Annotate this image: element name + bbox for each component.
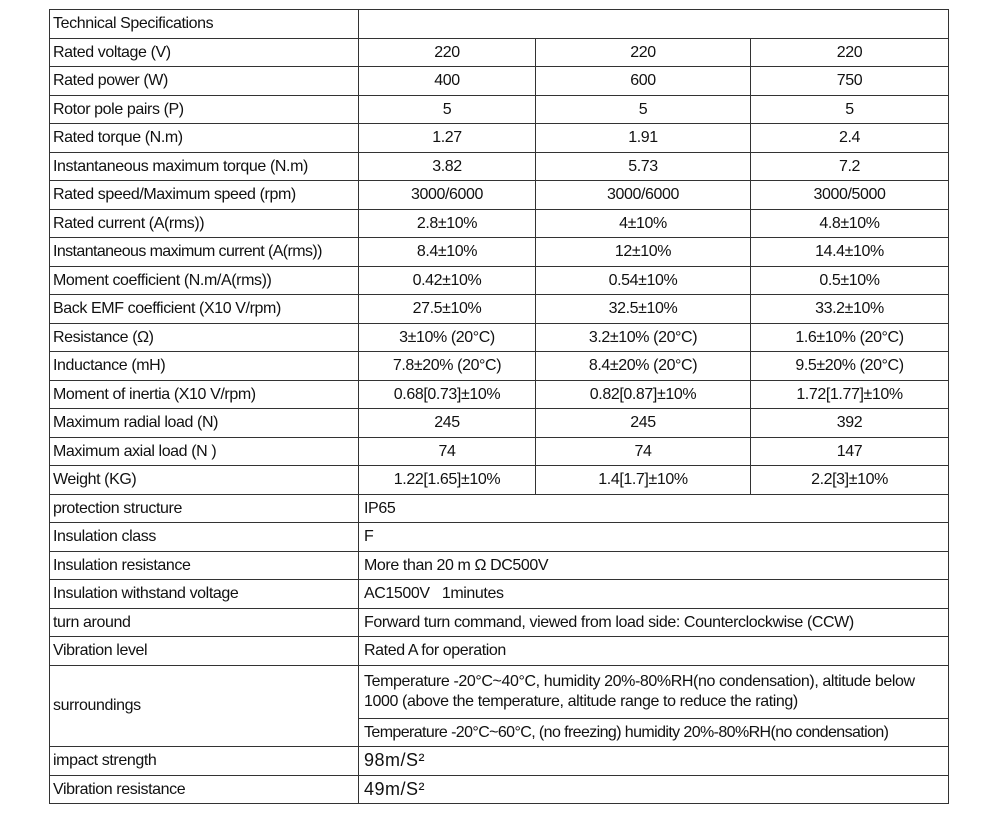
value-750w: 14.4±10% (751, 238, 949, 267)
value-600w: 1.91 (536, 124, 751, 153)
value-600w: 74 (536, 437, 751, 466)
table-row (50, 747, 949, 776)
value-400w: 5 (359, 95, 536, 124)
spanned-value: Rated A for operation (359, 637, 949, 666)
row-label: Rated speed/Maximum speed (rpm) (50, 181, 359, 210)
value-400w: 0.42±10% (359, 266, 536, 295)
header-empty-cell (359, 10, 949, 39)
table-row (50, 38, 949, 67)
value-750w: 0.5±10% (751, 266, 949, 295)
value-750w: 2.2[3]±10% (751, 466, 949, 495)
row-label: protection structure (50, 494, 359, 523)
value-600w: 220 (536, 38, 751, 67)
value-400w: 8.4±10% (359, 238, 536, 267)
value-750w: 750 (751, 67, 949, 96)
value-750w: 147 (751, 437, 949, 466)
row-label: Inductance (mH) (50, 352, 359, 381)
table-row (50, 380, 949, 409)
value-600w: 0.54±10% (536, 266, 751, 295)
table-row (50, 608, 949, 637)
spanned-value: 98m/S² (359, 747, 949, 776)
table-title: Technical Specifications (50, 10, 359, 39)
row-label: turn around (50, 608, 359, 637)
value-750w: 220 (751, 38, 949, 67)
row-label: Rated current (A(rms)) (50, 209, 359, 238)
row-label: Rated voltage (V) (50, 38, 359, 67)
value-600w: 32.5±10% (536, 295, 751, 324)
value-750w: 33.2±10% (751, 295, 949, 324)
row-label: Back EMF coefficient (X10 V/rpm) (50, 295, 359, 324)
row-label: Insulation class (50, 523, 359, 552)
row-label: Resistance (Ω) (50, 323, 359, 352)
value-400w: 1.22[1.65]±10% (359, 466, 536, 495)
table-row (50, 295, 949, 324)
value-400w: 400 (359, 67, 536, 96)
table-row (50, 209, 949, 238)
table-row (50, 637, 949, 666)
value-400w: 1.27 (359, 124, 536, 153)
row-label: Vibration level (50, 637, 359, 666)
value-600w: 1.4[1.7]±10% (536, 466, 751, 495)
value-400w: 3±10% (20°C) (359, 323, 536, 352)
surroundings-storage: Temperature -20°C~60°C, (no freezing) humidity 20%-80%RH(no condensation) (359, 718, 949, 747)
row-label: Maximum radial load (N) (50, 409, 359, 438)
surroundings-operating: Temperature -20°C~40°C, humidity 20%-80%RH(no condensation), altitude below 1000 (above the temperature, altitude range to reduce the rating) (359, 665, 949, 718)
table-row (50, 409, 949, 438)
row-label: impact strength (50, 747, 359, 776)
table-row (50, 494, 949, 523)
value-400w: 3000/6000 (359, 181, 536, 210)
value-600w: 8.4±20% (20°C) (536, 352, 751, 381)
value-750w: 9.5±20% (20°C) (751, 352, 949, 381)
table-row (50, 323, 949, 352)
table-row (50, 580, 949, 609)
table-row (50, 775, 949, 804)
value-750w: 7.2 (751, 152, 949, 181)
value-600w: 3000/6000 (536, 181, 751, 210)
value-400w: 3.82 (359, 152, 536, 181)
table-row (50, 551, 949, 580)
value-400w: 7.8±20% (20°C) (359, 352, 536, 381)
row-label: surroundings (50, 665, 359, 747)
row-label: Maximum axial load (N ) (50, 437, 359, 466)
value-600w: 12±10% (536, 238, 751, 267)
value-600w: 5 (536, 95, 751, 124)
row-label: Instantaneous maximum torque (N.m) (50, 152, 359, 181)
table-row (50, 152, 949, 181)
value-600w: 245 (536, 409, 751, 438)
value-750w: 2.4 (751, 124, 949, 153)
row-label: Insulation withstand voltage (50, 580, 359, 609)
value-750w: 1.6±10% (20°C) (751, 323, 949, 352)
row-label: Weight (KG) (50, 466, 359, 495)
spanned-value: More than 20 m Ω DC500V (359, 551, 949, 580)
row-label: Vibration resistance (50, 775, 359, 804)
value-400w: 0.68[0.73]±10% (359, 380, 536, 409)
value-600w: 5.73 (536, 152, 751, 181)
spanned-value: AC1500V 1minutes (359, 580, 949, 609)
spanned-value: IP65 (359, 494, 949, 523)
value-600w: 3.2±10% (20°C) (536, 323, 751, 352)
table-header-row (50, 10, 949, 39)
row-label: Moment coefficient (N.m/A(rms)) (50, 266, 359, 295)
technical-specifications-table (49, 9, 949, 804)
row-label: Instantaneous maximum current (A(rms)) (50, 238, 359, 267)
value-400w: 2.8±10% (359, 209, 536, 238)
value-400w: 27.5±10% (359, 295, 536, 324)
table-row (50, 665, 949, 718)
value-600w: 600 (536, 67, 751, 96)
value-400w: 74 (359, 437, 536, 466)
table-row (50, 437, 949, 466)
spanned-value: Forward turn command, viewed from load side: Counterclockwise (CCW) (359, 608, 949, 637)
value-750w: 392 (751, 409, 949, 438)
table-row (50, 67, 949, 96)
value-750w: 4.8±10% (751, 209, 949, 238)
row-label: Moment of inertia (X10 V/rpm) (50, 380, 359, 409)
table-row (50, 266, 949, 295)
table-row (50, 523, 949, 552)
spanned-value: 49m/S² (359, 775, 949, 804)
table-row (50, 352, 949, 381)
value-400w: 245 (359, 409, 536, 438)
table-row (50, 238, 949, 267)
value-750w: 5 (751, 95, 949, 124)
row-label: Rated power (W) (50, 67, 359, 96)
row-label: Rated torque (N.m) (50, 124, 359, 153)
table-row (50, 95, 949, 124)
value-600w: 0.82[0.87]±10% (536, 380, 751, 409)
row-label: Rotor pole pairs (P) (50, 95, 359, 124)
table-row (50, 124, 949, 153)
spanned-value: F (359, 523, 949, 552)
row-label: Insulation resistance (50, 551, 359, 580)
table-row (50, 181, 949, 210)
table-row (50, 466, 949, 495)
value-750w: 3000/5000 (751, 181, 949, 210)
value-600w: 4±10% (536, 209, 751, 238)
value-400w: 220 (359, 38, 536, 67)
value-750w: 1.72[1.77]±10% (751, 380, 949, 409)
